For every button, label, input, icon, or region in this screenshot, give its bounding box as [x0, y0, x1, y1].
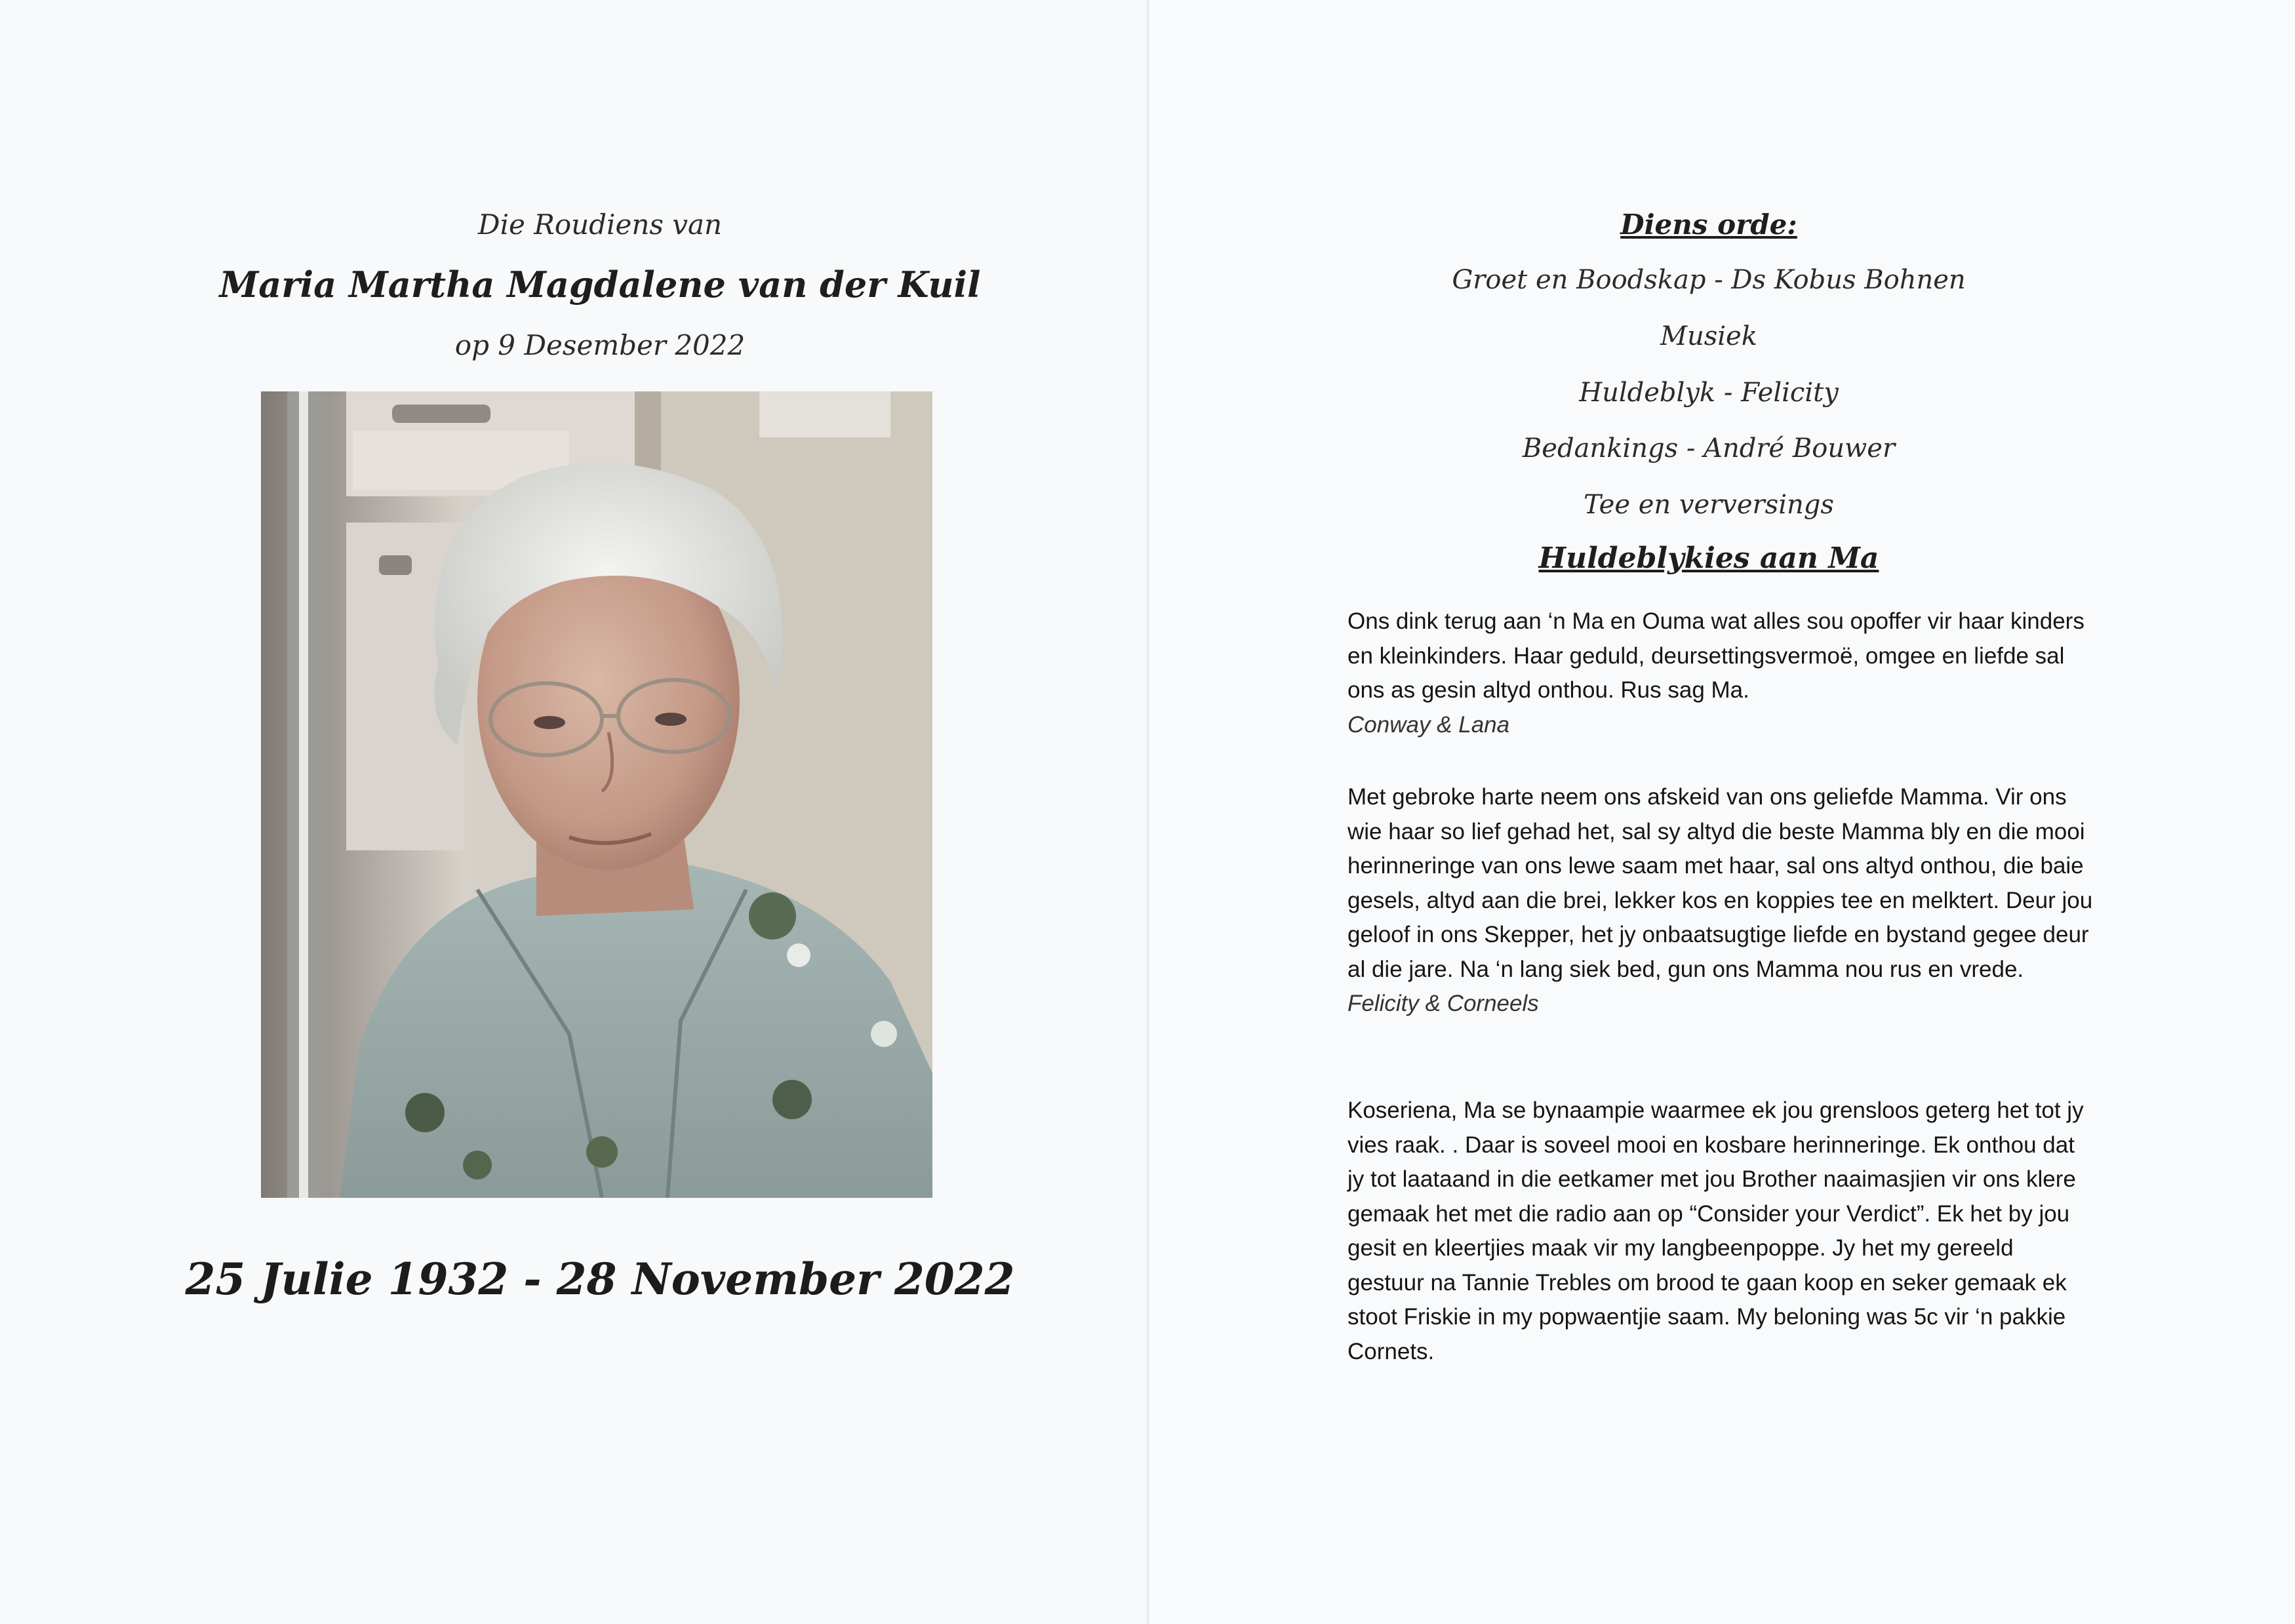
order-item: Musiek [1660, 321, 1757, 351]
tribute-signature: Conway & Lana [1347, 711, 1510, 738]
portrait-photo [261, 391, 932, 1198]
deceased-name: Maria Martha Magdalene van der Kuil [219, 264, 981, 306]
tribute-text: Ons dink terug aan ‘n Ma en Ouma wat alles sou opoffer vir haar kinders en kleinkinders. Haar geduld, deursettingsvermoë, omgee en liefde sal ons as gesin altyd onthou. Rus sag Ma. [1347, 608, 2085, 703]
tribute-text: Koseriena, Ma se bynaampie waarmee ek jou grensloos geterg het tot jy vies raak. . Daar is soveel mooi en kosbare herinneringe. Ek onthou dat jy tot laataand in die eetkamer met jou Brother naaimasjien vir ons klere gemaak het met die radio aan op “Consider your Verdict”. Ek het by jou gesit en kleertjies maak vir my langbeenpoppe. Jy het my gereeld gestuur na Tannie Trebles om brood te gaan koop en seker gemaak ek stoot Friskie in my popwaentjie saam. My beloning was 5c vir ‘n pakkie Cornets. [1347, 1098, 2084, 1364]
order-item: Bedankings - André Bouwer [1522, 433, 1896, 464]
order-item: Huldeblyk - Felicity [1579, 378, 1839, 408]
intro-line: Die Roudiens van [477, 208, 723, 241]
tribute-signature: Felicity & Corneels [1347, 991, 1539, 1016]
tribute-block [1347, 604, 2095, 742]
tribute-text: Met gebroke harte neem ons afskeid van ons geliefde Mamma. Vir ons wie haar so lief gehad het, sal sy altyd die beste Mamma bly en die mooi herinneringe van ons lewe saam met haar, sal ons altyd onthou, die baie gesels, altyd aan die brei, lekker kos en koppies tee en melktert. Deur jou geloof in ons Skepper, het jy onbaatsugtige liefde en bystand gegee deur al die jare. Na ‘n lang siek bed, gun ons Mamma nou rus en vrede. [1347, 784, 2093, 982]
lifespan-dates: 25 Julie 1932 - 28 November 2022 [185, 1254, 1015, 1305]
tribute-block [1347, 1094, 2095, 1369]
service-date: op 9 Desember 2022 [454, 329, 746, 361]
tribute-block [1347, 780, 2095, 1021]
order-item: Tee en verversings [1584, 490, 1834, 520]
tributes-heading: Huldeblykies aan Ma [1538, 542, 1879, 575]
order-item: Groet en Boodskap - Ds Kobus Bohnen [1452, 265, 1966, 295]
service-order-heading: Diens orde: [1620, 208, 1797, 241]
